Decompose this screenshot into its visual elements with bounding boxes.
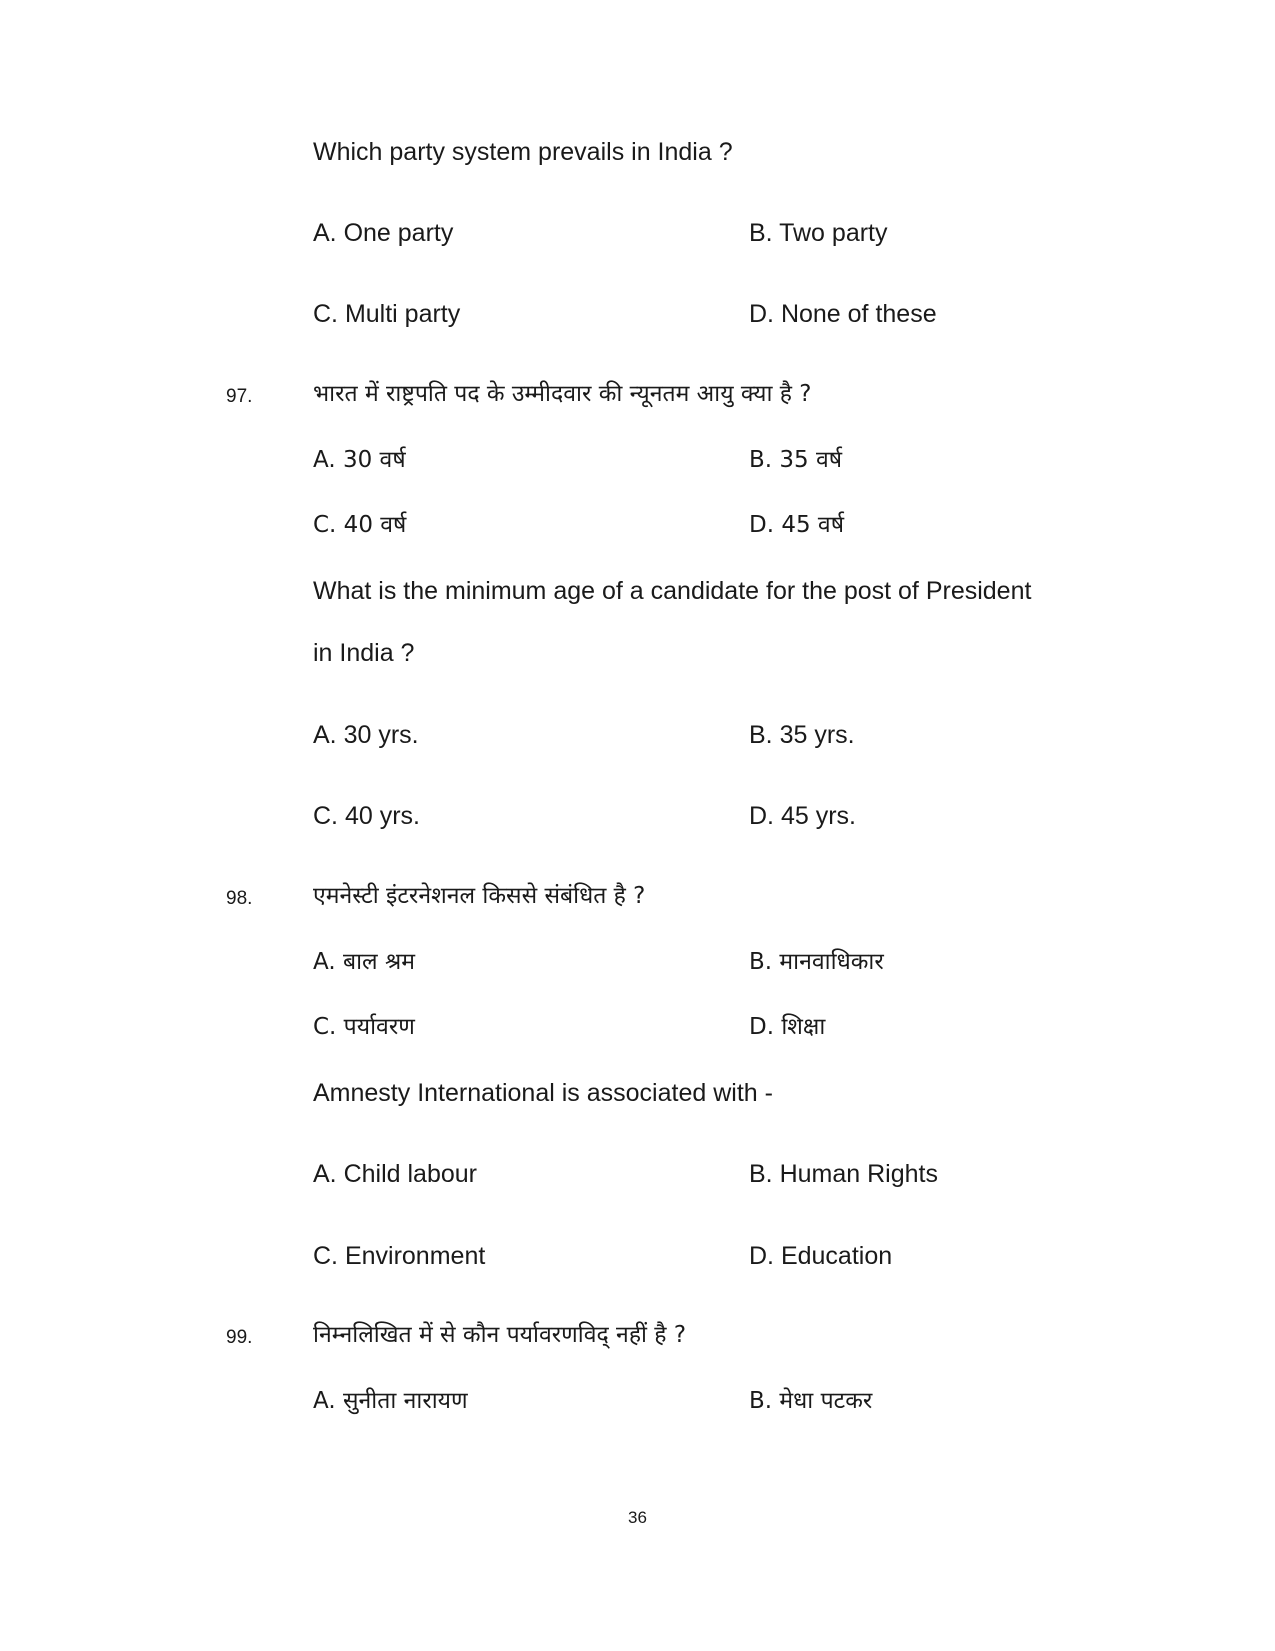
- option-b: B. 35 yrs.: [749, 721, 855, 749]
- option-a-hindi: A. 30 वर्ष: [313, 447, 406, 473]
- option-b: B. Two party: [749, 219, 888, 247]
- question-number: 97.: [226, 386, 253, 407]
- question-text: Which party system prevails in India ?: [313, 138, 733, 166]
- option-d: D. Education: [749, 1242, 893, 1270]
- option-c: C. Multi party: [313, 300, 461, 328]
- option-c-hindi: C. पर्यावरण: [313, 1014, 415, 1040]
- question-number: 98.: [226, 888, 253, 909]
- option-a: A. 30 yrs.: [313, 721, 419, 749]
- option-b-hindi: B. 35 वर्ष: [749, 447, 843, 473]
- option-a: A. Child labour: [313, 1160, 477, 1188]
- option-b-hindi: B. मेधा पटकर: [749, 1388, 873, 1414]
- question-text-hindi: एमनेस्टी इंटरनेशनल किससे संबंधित है ?: [313, 883, 646, 909]
- option-a: A. One party: [313, 219, 454, 247]
- option-c: C. 40 yrs.: [313, 802, 420, 830]
- question-text-continued: in India ?: [313, 639, 415, 667]
- question-text: What is the minimum age of a candidate for the post of President: [313, 577, 1032, 605]
- option-d-hindi: D. शिक्षा: [749, 1014, 826, 1040]
- option-a-hindi: A. बाल श्रम: [313, 949, 415, 975]
- question-text-hindi: भारत में राष्ट्रपति पद के उम्मीदवार की न्यूनतम आयु क्या है ?: [313, 381, 812, 407]
- option-a-hindi: A. सुनीता नारायण: [313, 1388, 468, 1414]
- option-d: D. None of these: [749, 300, 937, 328]
- option-d: D. 45 yrs.: [749, 802, 856, 830]
- option-b-hindi: B. मानवाधिकार: [749, 949, 884, 975]
- page-number: 36: [628, 1508, 647, 1527]
- option-c: C. Environment: [313, 1242, 486, 1270]
- question-text: Amnesty International is associated with -: [313, 1079, 773, 1107]
- question-number: 99.: [226, 1327, 253, 1348]
- option-c-hindi: C. 40 वर्ष: [313, 512, 407, 538]
- option-d-hindi: D. 45 वर्ष: [749, 512, 844, 538]
- option-b: B. Human Rights: [749, 1160, 938, 1188]
- question-text-hindi: निम्नलिखित में से कौन पर्यावरणविद् नहीं है ?: [313, 1322, 687, 1348]
